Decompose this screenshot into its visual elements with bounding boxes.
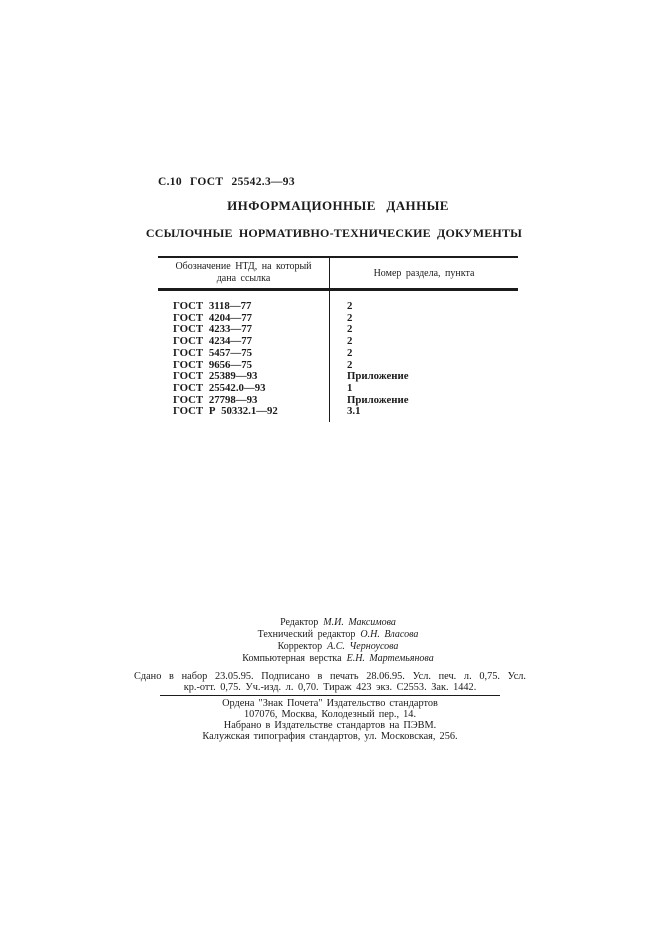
table-cell-doc: ГОСТ Р 50332.1—92 — [158, 406, 330, 422]
table-cell-doc: ГОСТ 9656—75 — [158, 360, 330, 372]
credit-line — [158, 617, 518, 629]
credit-role: Компьютерная верстка — [242, 652, 342, 664]
table-header-section-label: Номер раздела, пункта — [373, 267, 475, 279]
page-title: ИНФОРМАЦИОННЫЕ ДАННЫЕ — [227, 198, 449, 213]
table-cell-doc: ГОСТ 4234—77 — [158, 336, 330, 348]
table-header-row — [158, 256, 518, 291]
table-cell-doc: ГОСТ 3118—77 — [158, 291, 330, 313]
table-row — [158, 291, 518, 313]
credit-name: Е.Н. Мартемьянова — [346, 652, 434, 664]
divider-rule — [160, 695, 500, 696]
table-cell-section: Приложение — [347, 393, 409, 406]
table-cell-section: 2 — [347, 335, 353, 348]
publisher-line2: 107076, Москва, Колодезный пер., 14. — [243, 708, 417, 720]
table-header-doc-line1: Обозначение НТД, на который — [175, 261, 312, 272]
table-cell-section: 2 — [347, 300, 353, 312]
credit-role: Корректор — [277, 640, 323, 652]
table-cell-section: 2 — [347, 358, 353, 371]
credit-name: А.С. Черноусова — [327, 640, 399, 652]
table-row — [158, 348, 518, 360]
credit-name: М.И. Максимова — [323, 617, 396, 628]
table-cell-section: 3.1 — [347, 405, 361, 418]
table-cell-section: 2 — [347, 346, 353, 359]
imprint-line1: Сдано в набор 23.05.95. Подписано в печать 28.06.95. Усл. печ. л. 0,75. Усл. — [134, 671, 526, 682]
table-cell-doc: ГОСТ 25542.0—93 — [158, 383, 330, 395]
page-subtitle: ССЫЛОЧНЫЕ НОРМАТИВНО-ТЕХНИЧЕСКИЕ ДОКУМЕНТЫ — [145, 226, 523, 240]
table-row — [158, 383, 518, 395]
credit-role: Редактор — [280, 617, 319, 628]
table-cell-doc: ГОСТ 25389—93 — [158, 371, 330, 383]
publisher-line3: Набрано в Издательстве стандартов на ПЭВМ. — [223, 720, 437, 732]
references-table — [158, 256, 518, 422]
table-cell-doc: ГОСТ 27798—93 — [158, 395, 330, 407]
table-header-doc — [158, 258, 330, 288]
table-cell-section: 2 — [347, 323, 353, 336]
table-cell-section: 1 — [347, 381, 353, 394]
table-header-doc-line2: дана ссылка — [216, 272, 271, 284]
credit-name: О.Н. Власова — [360, 628, 419, 640]
publisher-line1: Ордена "Знак Почета" Издательство стандартов — [222, 697, 438, 709]
publisher-line4: Калужская типография стандартов, ул. Московская, 256. — [202, 731, 458, 743]
table-cell-doc: ГОСТ 4233—77 — [158, 324, 330, 336]
table-cell-section: Приложение — [347, 370, 409, 383]
credit-line — [158, 653, 518, 665]
imprint-line2: кр.-отт. 0,75. Уч.-изд. л. 0,70. Тираж 423 экз. С2553. Зак. 1442. — [183, 682, 477, 694]
table-body — [158, 291, 518, 422]
table-cell-section: 2 — [347, 311, 353, 324]
running-head: С.10 ГОСТ 25542.3—93 — [158, 176, 295, 188]
credits-block — [158, 617, 518, 665]
credit-line — [158, 641, 518, 653]
credit-role: Технический редактор — [257, 628, 356, 640]
table-header-section — [330, 258, 518, 288]
table-row — [158, 406, 518, 422]
credit-line — [158, 629, 518, 641]
table-cell-doc: ГОСТ 4204—77 — [158, 313, 330, 325]
imprint-block — [134, 671, 526, 743]
table-cell-doc: ГОСТ 5457—75 — [158, 348, 330, 360]
